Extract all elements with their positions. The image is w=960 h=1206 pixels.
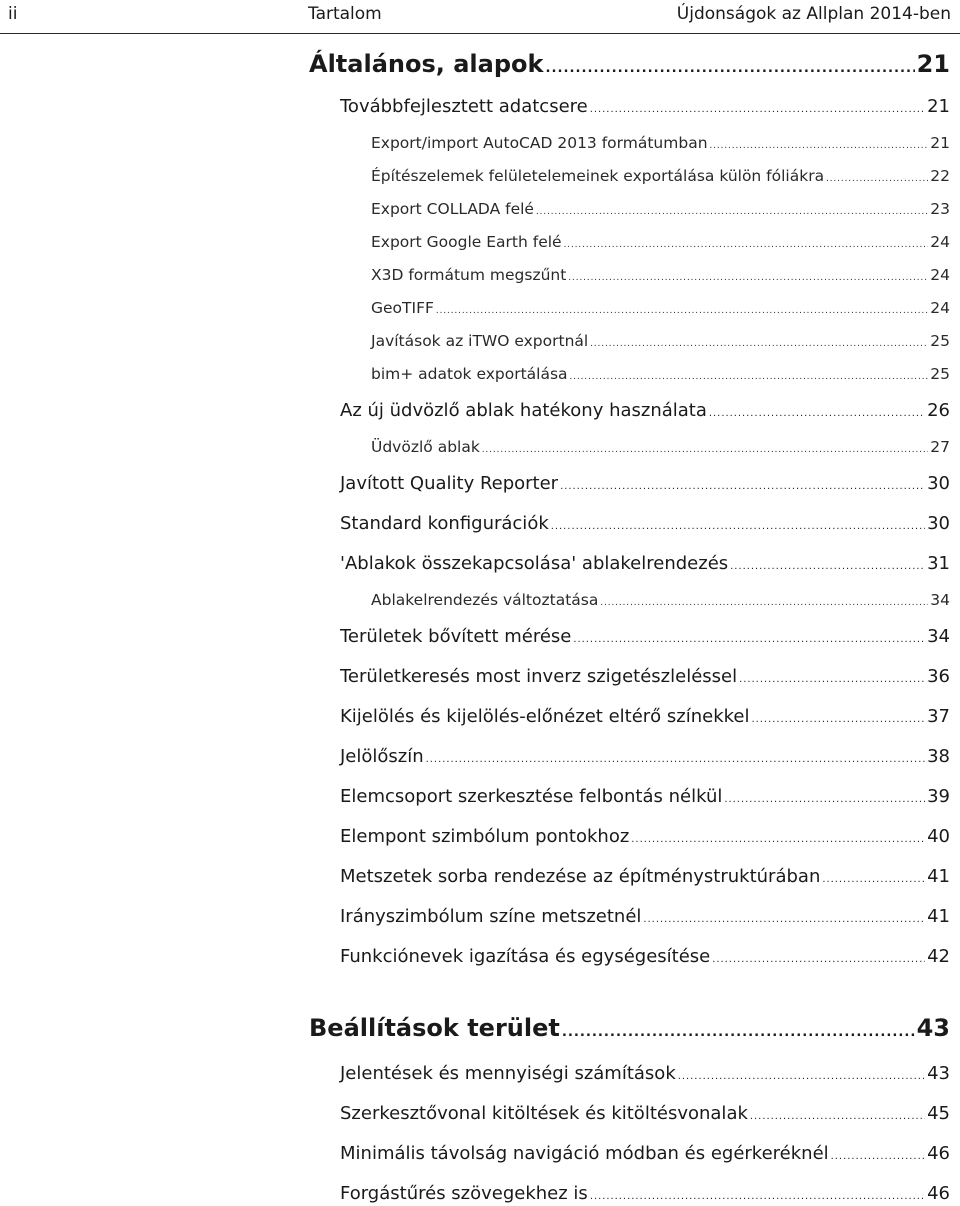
toc-entry[interactable]: Kijelölés és kijelölés-előnézet eltérő színekkel ..... 37 (340, 706, 950, 727)
toc-subentry[interactable]: GeoTIFF ..... 24 (371, 299, 950, 317)
toc-subentry[interactable]: bim+ adatok exportálása ..... 25 (371, 365, 950, 383)
toc-heading[interactable]: Beállítások terület ..... 43 (309, 1014, 950, 1042)
section-title: Tartalom (308, 4, 382, 24)
toc-entry[interactable]: Metszetek sorba rendezése az építménystruktúrában ..... 41 (340, 866, 950, 887)
dot-leader (573, 634, 925, 645)
dot-leader (564, 240, 929, 250)
dot-leader (568, 273, 928, 283)
toc-subentry[interactable]: Export COLLADA felé ..... 23 (371, 200, 950, 218)
dot-leader (590, 1191, 925, 1202)
toc-subentry[interactable]: Export Google Earth felé ..... 24 (371, 233, 950, 251)
toc-entry[interactable]: Standard konfigurációk ..... 30 (340, 513, 950, 534)
toc-heading[interactable]: Általános, alapok ..... 21 (309, 50, 950, 78)
toc-entry[interactable]: Funkciónevek igazítása és egységesítése ..... 42 (340, 946, 950, 967)
dot-leader (590, 339, 928, 349)
toc-entry[interactable]: Elempont szimbólum pontokhoz ..... 40 (340, 826, 950, 847)
dot-leader (562, 1025, 915, 1040)
toc-entry[interactable]: Forgástűrés szövegekhez is ..... 46 (340, 1183, 950, 1204)
dot-leader (482, 445, 928, 455)
dot-leader (831, 1151, 925, 1162)
toc-entry[interactable]: Elemcsoport szerkesztése felbontás nélkül ..... 39 (340, 786, 950, 807)
toc-entry[interactable]: Területek bővített mérése ..... 34 (340, 626, 950, 647)
toc-subentry[interactable]: X3D formátum megszűnt ..... 24 (371, 266, 950, 284)
dot-leader (750, 1111, 925, 1122)
dot-leader (426, 754, 925, 765)
toc-subentry[interactable]: Javítások az iTWO exportnál ..... 25 (371, 332, 950, 350)
dot-leader (678, 1071, 925, 1082)
toc-subentry[interactable]: Export/import AutoCAD 2013 formátumban ..... 21 (371, 134, 950, 152)
toc-entry[interactable]: Az új üdvözlő ablak hatékony használata ..... 26 (340, 400, 950, 421)
book-title: Újdonságok az Allplan 2014-ben (676, 4, 951, 24)
header-divider (0, 33, 960, 34)
dot-leader (822, 874, 925, 885)
toc-entry[interactable]: Továbbfejlesztett adatcsere ..... 21 (340, 96, 950, 117)
dot-leader (724, 794, 925, 805)
toc-subentry[interactable]: Ablakelrendezés változtatása ..... 34 (371, 591, 950, 609)
toc-entry[interactable]: Minimális távolság navigáció módban és egérkeréknél ..... 46 (340, 1143, 950, 1164)
dot-leader (730, 561, 925, 572)
toc-entry[interactable]: Jelölőszín ..... 38 (340, 746, 950, 767)
dot-leader (536, 207, 928, 217)
dot-leader (643, 914, 925, 925)
dot-leader (709, 408, 925, 419)
dot-leader (570, 372, 929, 382)
dot-leader (826, 174, 928, 184)
toc-subentry[interactable]: Építészelemek felületelemeinek exportálása külön fóliákra ..... 22 (371, 167, 950, 185)
toc-entry[interactable]: 'Ablakok összekapcsolása' ablakelrendezés ..... 31 (340, 553, 950, 574)
dot-leader (752, 714, 926, 725)
dot-leader (436, 306, 928, 316)
dot-leader (739, 674, 925, 685)
dot-leader (712, 954, 925, 965)
dot-leader (560, 481, 925, 492)
toc-entry[interactable]: Területkeresés most inverz szigetészleléssel ..... 36 (340, 666, 950, 687)
dot-leader (600, 598, 928, 608)
dot-leader (710, 141, 929, 151)
toc-subentry[interactable]: Üdvözlő ablak ..... 27 (371, 438, 950, 456)
page-number: ii (8, 4, 18, 24)
toc-entry[interactable]: Irányszimbólum színe metszetnél ..... 41 (340, 906, 950, 927)
dot-leader (545, 61, 914, 76)
toc-entry[interactable]: Szerkesztővonal kitöltések és kitöltésvonalak ..... 45 (340, 1103, 950, 1124)
toc-entry[interactable]: Javított Quality Reporter ..... 30 (340, 473, 950, 494)
dot-leader (631, 834, 925, 845)
dot-leader (551, 521, 925, 532)
dot-leader (590, 104, 925, 115)
toc-entry[interactable]: Jelentések és mennyiségi számítások ..... 43 (340, 1063, 950, 1084)
